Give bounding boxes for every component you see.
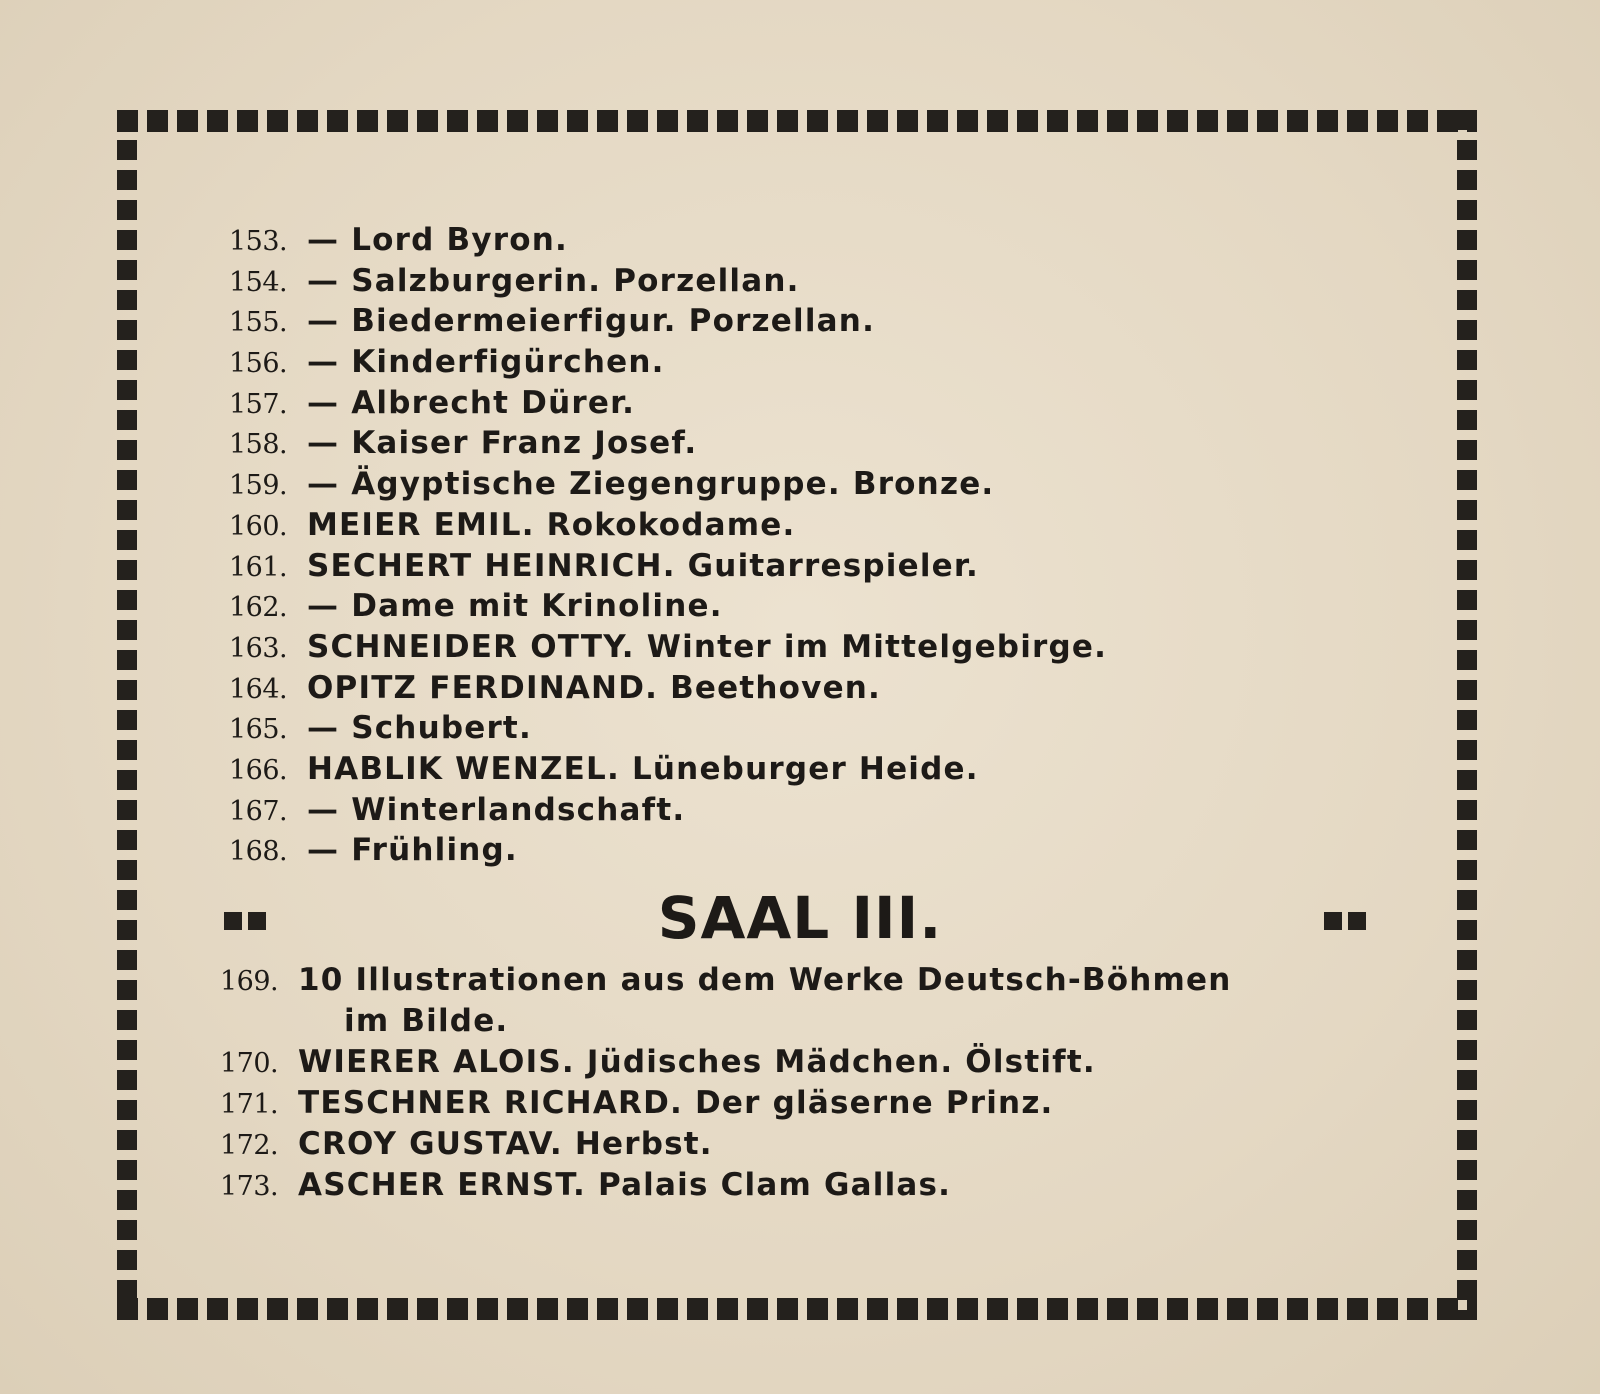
entry-number: 162.: [229, 592, 288, 624]
entry-number: 159.: [229, 470, 288, 502]
entry-text: CROY GUSTAV. Herbst.: [298, 1126, 713, 1162]
entry-text: TESCHNER RICHARD. Der gläserne Prinz.: [298, 1085, 1054, 1121]
entry-text: — Dame mit Krinoline.: [307, 588, 723, 625]
border-top: [117, 110, 1477, 132]
entry-text: im Bilde.: [344, 1003, 509, 1039]
entry-text: HABLIK WENZEL. Lüneburger Heide.: [307, 750, 979, 787]
entry-number: 165.: [229, 714, 288, 746]
catalog-entry: [229, 423, 1107, 464]
entry-number: 157.: [229, 388, 288, 420]
entry-text: OPITZ FERDINAND. Beethoven.: [307, 669, 882, 706]
entry-number: 171.: [220, 1089, 279, 1120]
entry-text: — Ägyptische Ziegengruppe. Bronze.: [307, 466, 995, 503]
entry-number: 158.: [229, 429, 288, 461]
square-marker-right-icon: [1324, 912, 1368, 930]
entry-number: 154.: [229, 266, 288, 298]
catalog-entry-continuation: [220, 1001, 1232, 1042]
entry-number: 168.: [229, 836, 288, 868]
entry-text: 10 Illustrationen aus dem Werke Deutsch-Böhmen: [298, 962, 1232, 998]
entry-text: MEIER EMIL. Rokokodame.: [307, 506, 796, 543]
catalog-entry: [220, 1083, 1232, 1124]
catalog-entry: [229, 708, 1107, 749]
entry-number: 163.: [229, 632, 288, 664]
entry-text: — Schubert.: [307, 710, 532, 747]
entry-number: 167.: [229, 795, 288, 827]
entry-text: — Albrecht Dürer.: [307, 384, 636, 421]
entry-number: 170.: [220, 1048, 279, 1079]
entry-number: 156.: [229, 348, 288, 380]
catalog-entry: [229, 505, 1107, 546]
entry-text: SECHERT HEINRICH. Guitarrespieler.: [307, 547, 979, 584]
entry-number: 160.: [229, 510, 288, 542]
catalog-entry: [229, 342, 1107, 383]
catalog-entry: [229, 220, 1107, 261]
entry-text: SCHNEIDER OTTY. Winter im Mittelgebirge.: [307, 628, 1108, 665]
entry-number: 164.: [229, 673, 288, 705]
entry-text: — Kaiser Franz Josef.: [307, 425, 698, 462]
catalog-list: [229, 220, 1107, 871]
catalog-entry: [229, 749, 1107, 790]
entry-number: 169.: [220, 966, 279, 997]
catalog-entry: [229, 301, 1107, 342]
catalog-entry: [220, 1165, 1232, 1206]
section-heading-row: [220, 882, 1380, 954]
catalog-entry: [229, 790, 1107, 831]
entry-text: — Lord Byron.: [307, 222, 568, 258]
catalog-entry: [229, 383, 1107, 424]
entry-number: 161.: [229, 551, 288, 583]
entry-text: — Kinderfigürchen.: [307, 344, 665, 381]
catalog-entry: [229, 586, 1107, 627]
entry-number: 172.: [220, 1130, 279, 1161]
catalog-entry: [220, 1042, 1232, 1083]
border-left: [117, 110, 137, 1320]
catalog-entry: [229, 464, 1107, 505]
entry-text: WIERER ALOIS. Jüdisches Mädchen. Ölstift.: [298, 1044, 1096, 1080]
entry-text: ASCHER ERNST. Palais Clam Gallas.: [298, 1167, 952, 1203]
catalog-entry: [220, 1124, 1232, 1165]
entry-text: — Winterlandschaft.: [307, 791, 686, 828]
entry-number: 166.: [229, 754, 288, 786]
entry-number: 173.: [220, 1171, 279, 1202]
catalog-entry: [229, 261, 1107, 302]
entry-text: — Salzburgerin. Porzellan.: [307, 262, 800, 299]
catalog-entry: [220, 960, 1232, 1001]
catalog-entry: [229, 546, 1107, 587]
entry-number: 155.: [229, 307, 288, 339]
catalog-entry: [229, 627, 1107, 668]
catalog-entry: [229, 830, 1107, 871]
border-bottom: [117, 1298, 1477, 1320]
border-right: [1457, 110, 1477, 1320]
catalog-entry: [229, 668, 1107, 709]
catalog-list-saal-3: [220, 960, 1232, 1206]
entry-text: — Frühling.: [307, 832, 518, 869]
section-title: SAAL III.: [657, 884, 943, 952]
entry-number: 153.: [229, 226, 288, 257]
entry-text: — Biedermeierfigur. Porzellan.: [307, 303, 876, 340]
